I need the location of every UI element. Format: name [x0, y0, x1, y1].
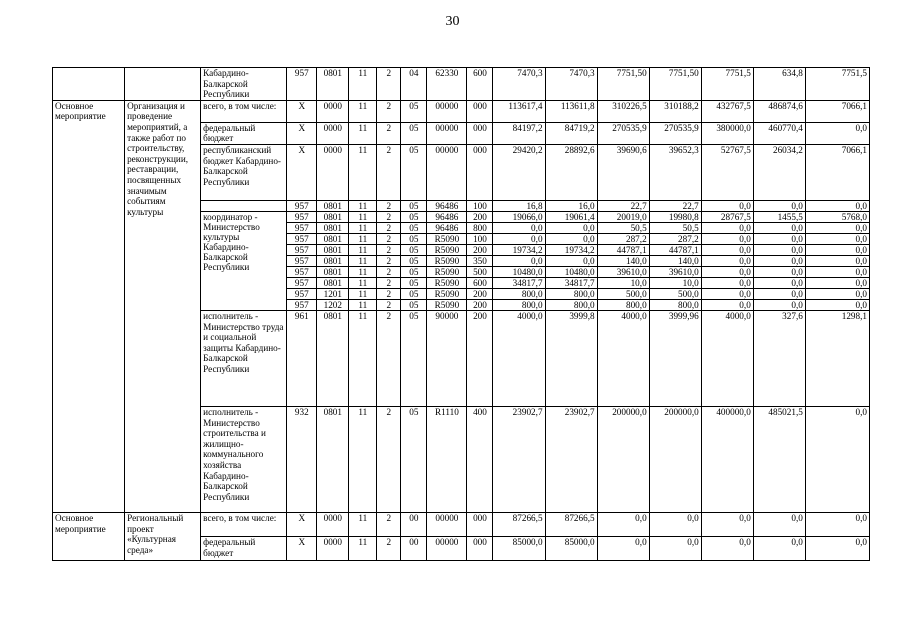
table-cell: 0,0 [597, 512, 649, 536]
table-cell: 0,0 [753, 299, 805, 310]
table-cell: 0,0 [649, 536, 701, 560]
table-cell: 957 [287, 68, 317, 101]
table-cell: 05 [401, 211, 427, 222]
table-row [53, 68, 870, 101]
table-cell: 39610,0 [597, 266, 649, 277]
executor-cell: федеральный бюджет [201, 536, 287, 560]
table-cell: 800,0 [493, 288, 545, 299]
table-cell: 28892,6 [545, 144, 597, 200]
table-cell: 2 [377, 244, 401, 255]
table-cell: 0,0 [701, 255, 753, 266]
table-cell: 39690,6 [597, 144, 649, 200]
table-cell: 0000 [317, 536, 349, 560]
table-cell: 11 [349, 536, 377, 560]
table-cell: 0,0 [753, 200, 805, 211]
table-cell: 0,0 [493, 233, 545, 244]
table-cell: 2 [377, 288, 401, 299]
table-cell: 0801 [317, 200, 349, 211]
table-cell [125, 68, 201, 101]
table-cell: R1110 [427, 406, 467, 512]
table-cell: 7470,3 [545, 68, 597, 101]
executor-cell: федеральный бюджет [201, 122, 287, 144]
table-cell: 000 [467, 512, 493, 536]
table-cell: 2 [377, 266, 401, 277]
table-cell: 0,0 [805, 122, 869, 144]
table-cell: 0,0 [649, 512, 701, 536]
table-cell: 0,0 [753, 244, 805, 255]
table-cell: 0801 [317, 406, 349, 512]
table-cell: 0,0 [753, 512, 805, 536]
table-cell: 7751,5 [805, 68, 869, 101]
table-cell: 2 [377, 68, 401, 101]
table-cell: 05 [401, 122, 427, 144]
table-cell: 800,0 [545, 288, 597, 299]
table-cell: 11 [349, 100, 377, 122]
table-cell: 90000 [427, 310, 467, 406]
table-cell: 0,0 [805, 299, 869, 310]
table-cell: 957 [287, 211, 317, 222]
table-cell: 00 [401, 536, 427, 560]
table-cell: 11 [349, 68, 377, 101]
table-cell: 1298,1 [805, 310, 869, 406]
table-cell: 0,0 [701, 244, 753, 255]
table-cell: 19734,2 [493, 244, 545, 255]
table-cell: 85000,0 [493, 536, 545, 560]
table-row [53, 512, 870, 536]
table-cell: 19061,4 [545, 211, 597, 222]
table-cell: 0,0 [545, 222, 597, 233]
table-cell: 39652,3 [649, 144, 701, 200]
table-cell: 16,8 [493, 200, 545, 211]
table-cell: 19066,0 [493, 211, 545, 222]
table-cell: 3999,8 [545, 310, 597, 406]
table-cell: 62330 [427, 68, 467, 101]
table-cell: R5090 [427, 288, 467, 299]
table-cell: 1202 [317, 299, 349, 310]
table-cell: 22,7 [597, 200, 649, 211]
table-cell: 0801 [317, 244, 349, 255]
table-cell: X [287, 122, 317, 144]
table-cell: 287,2 [597, 233, 649, 244]
table-cell: 96486 [427, 211, 467, 222]
table-cell: 0,0 [805, 233, 869, 244]
table-cell: 05 [401, 299, 427, 310]
table-cell: 957 [287, 200, 317, 211]
table-cell: X [287, 144, 317, 200]
table-cell: 11 [349, 277, 377, 288]
table-cell: 0,0 [753, 536, 805, 560]
table-cell: 0,0 [545, 255, 597, 266]
table-cell: 957 [287, 288, 317, 299]
page-number: 30 [445, 14, 460, 29]
table-cell: 200 [467, 211, 493, 222]
table-cell: 2 [377, 512, 401, 536]
table-cell: 2 [377, 222, 401, 233]
table-cell: 05 [401, 100, 427, 122]
table-cell: 0,0 [597, 536, 649, 560]
table-cell: R5090 [427, 244, 467, 255]
table-cell: 11 [349, 233, 377, 244]
table-cell: 20019,0 [597, 211, 649, 222]
table-cell: 11 [349, 122, 377, 144]
table-cell: 34817,7 [493, 277, 545, 288]
table-cell: 2 [377, 299, 401, 310]
table-cell: 10480,0 [493, 266, 545, 277]
table-cell: 96486 [427, 200, 467, 211]
table-cell: 11 [349, 211, 377, 222]
table-cell: 2 [377, 277, 401, 288]
table-cell: 800 [467, 222, 493, 233]
table-cell: 0,0 [753, 255, 805, 266]
table-cell: 11 [349, 266, 377, 277]
table-cell: 0801 [317, 266, 349, 277]
table-cell: 00 [401, 512, 427, 536]
table-cell: 350 [467, 255, 493, 266]
table-cell: 0,0 [805, 266, 869, 277]
table-cell: 0801 [317, 233, 349, 244]
table-cell: 0,0 [805, 288, 869, 299]
table-cell: 961 [287, 310, 317, 406]
table-cell: 44787,1 [597, 244, 649, 255]
table-cell: 2 [377, 211, 401, 222]
table-cell: 52767,5 [701, 144, 753, 200]
table-cell: 600 [467, 68, 493, 101]
table-cell: 0,0 [701, 200, 753, 211]
table-cell: 0000 [317, 512, 349, 536]
table-cell: 140,0 [597, 255, 649, 266]
table-cell: 957 [287, 244, 317, 255]
table-cell: R5090 [427, 266, 467, 277]
table-cell: 800,0 [649, 299, 701, 310]
table-cell: 000 [467, 536, 493, 560]
table-cell: 16,0 [545, 200, 597, 211]
table-cell: 11 [349, 288, 377, 299]
executor-cell: исполнитель - Министерство труда и социальной защиты Кабардино-Балкарской Республики [201, 310, 287, 406]
table-cell: 380000,0 [701, 122, 753, 144]
table-cell: 44787,1 [649, 244, 701, 255]
table-cell: 957 [287, 277, 317, 288]
table-cell: 0,0 [753, 266, 805, 277]
executor-cell: исполнитель - Министерство строительства и жилищно-коммунального хозяйства Кабардино-Балкарской Республики [201, 406, 287, 512]
table-cell: 05 [401, 244, 427, 255]
table-cell: 11 [349, 244, 377, 255]
table-cell: 11 [349, 299, 377, 310]
table-cell: 800,0 [493, 299, 545, 310]
table-cell: 0,0 [545, 233, 597, 244]
table-cell: 0,0 [805, 222, 869, 233]
table-cell: R5090 [427, 299, 467, 310]
table-cell: 0,0 [753, 222, 805, 233]
table-cell: 957 [287, 233, 317, 244]
table-cell: 0,0 [701, 266, 753, 277]
table-cell: 270535,9 [597, 122, 649, 144]
table-cell: 0,0 [805, 512, 869, 536]
table-cell: 5768,0 [805, 211, 869, 222]
table-cell: 00000 [427, 512, 467, 536]
table-cell: 113611,8 [545, 100, 597, 122]
table-cell: R5090 [427, 233, 467, 244]
table-cell: 1455,5 [753, 211, 805, 222]
table-cell: 10,0 [597, 277, 649, 288]
table-cell: 05 [401, 277, 427, 288]
table-cell: 26034,2 [753, 144, 805, 200]
table-cell: 0,0 [701, 233, 753, 244]
table-cell: 200 [467, 310, 493, 406]
executor-cell: республиканский бюджет Кабардино-Балкарской Республики [201, 144, 287, 200]
table-cell: 4000,0 [493, 310, 545, 406]
table-cell: 2 [377, 255, 401, 266]
event-name: Региональный проект «Культурная среда» [125, 512, 201, 560]
table-cell: 23902,7 [493, 406, 545, 512]
table-row [53, 100, 870, 122]
table-cell: 0801 [317, 211, 349, 222]
table-cell: 2 [377, 406, 401, 512]
table-cell: 500,0 [597, 288, 649, 299]
table-cell: 200000,0 [649, 406, 701, 512]
table-cell: 23902,7 [545, 406, 597, 512]
table-cell: 7470,3 [493, 68, 545, 101]
table-cell: 200 [467, 244, 493, 255]
table-cell: 7066,1 [805, 100, 869, 122]
table-cell: X [287, 536, 317, 560]
table-cell: 200 [467, 299, 493, 310]
table-cell: 11 [349, 255, 377, 266]
table-cell: 87266,5 [493, 512, 545, 536]
table-cell: 432767,5 [701, 100, 753, 122]
table-cell: 0,0 [701, 536, 753, 560]
table-cell: 000 [467, 144, 493, 200]
main-event-label: Основное мероприятие [53, 512, 125, 560]
table-cell: 957 [287, 266, 317, 277]
table-cell: 11 [349, 222, 377, 233]
table-cell: 05 [401, 233, 427, 244]
main-event-label: Основное мероприятие [53, 100, 125, 512]
table-cell: 200000,0 [597, 406, 649, 512]
table-cell: 485021,5 [753, 406, 805, 512]
table-cell: 400000,0 [701, 406, 753, 512]
table-cell: 800,0 [597, 299, 649, 310]
table-cell: 10480,0 [545, 266, 597, 277]
table-cell: 140,0 [649, 255, 701, 266]
table-cell: 1201 [317, 288, 349, 299]
table-cell: 00000 [427, 122, 467, 144]
table-cell: 957 [287, 299, 317, 310]
executor-cell: координатор - Министерство культуры Кабардино-Балкарской Республики [201, 211, 287, 310]
table-cell: 4000,0 [701, 310, 753, 406]
table-cell: 0801 [317, 222, 349, 233]
table-cell: 7751,50 [649, 68, 701, 101]
table-cell: X [287, 512, 317, 536]
table-cell: 85000,0 [545, 536, 597, 560]
table-cell: 634,8 [753, 68, 805, 101]
table-cell: R5090 [427, 255, 467, 266]
table-cell: 100 [467, 233, 493, 244]
table-cell: 00000 [427, 536, 467, 560]
table-cell: 87266,5 [545, 512, 597, 536]
table-cell: 2 [377, 536, 401, 560]
table-cell: 327,6 [753, 310, 805, 406]
table-cell: 2 [377, 200, 401, 211]
table-cell: 0,0 [805, 277, 869, 288]
table-cell: 800,0 [545, 299, 597, 310]
table-cell: 000 [467, 122, 493, 144]
table-cell: 310188,2 [649, 100, 701, 122]
table-cell: 2 [377, 310, 401, 406]
table-cell [201, 200, 287, 211]
table-cell: 400 [467, 406, 493, 512]
table-cell: 0,0 [493, 222, 545, 233]
table-cell: 0801 [317, 68, 349, 101]
table-cell: 3999,96 [649, 310, 701, 406]
event-name: Организация и проведение мероприятий, а также работ по строительству, реконструкции, реставрации, посвященных значимым событиям культуры [125, 100, 201, 512]
table-cell: 0,0 [701, 222, 753, 233]
table-cell: 100 [467, 200, 493, 211]
table-cell: 0,0 [701, 277, 753, 288]
table-cell: 270535,9 [649, 122, 701, 144]
table-cell: 50,5 [597, 222, 649, 233]
table-cell: 05 [401, 222, 427, 233]
executor-cell: всего, в том числе: [201, 512, 287, 536]
table-cell: 486874,6 [753, 100, 805, 122]
table-cell: 0,0 [493, 255, 545, 266]
table-cell: 0,0 [753, 277, 805, 288]
table-cell: 05 [401, 266, 427, 277]
table-cell: 0,0 [805, 244, 869, 255]
table-cell: 0000 [317, 100, 349, 122]
table-cell: 05 [401, 310, 427, 406]
table-cell: 11 [349, 406, 377, 512]
table-cell: 600 [467, 277, 493, 288]
table-cell: 96486 [427, 222, 467, 233]
table-cell: 2 [377, 100, 401, 122]
table-cell: 11 [349, 512, 377, 536]
table-cell: 05 [401, 200, 427, 211]
table-cell: 34817,7 [545, 277, 597, 288]
table-cell: 500 [467, 266, 493, 277]
budget-table [52, 67, 870, 561]
table-cell: 000 [467, 100, 493, 122]
table-cell: 0,0 [701, 512, 753, 536]
table-cell: 0000 [317, 122, 349, 144]
table-cell: 19980,8 [649, 211, 701, 222]
table-cell: 11 [349, 200, 377, 211]
table-cell: 500,0 [649, 288, 701, 299]
table-cell: 84197,2 [493, 122, 545, 144]
table-cell: 0,0 [805, 536, 869, 560]
table-cell: 05 [401, 288, 427, 299]
table-cell: 0,0 [701, 288, 753, 299]
table-cell: 957 [287, 255, 317, 266]
table-cell: 84719,2 [545, 122, 597, 144]
table-cell: 11 [349, 144, 377, 200]
table-cell: 7066,1 [805, 144, 869, 200]
table-cell: 0,0 [805, 200, 869, 211]
table-cell: 11 [349, 310, 377, 406]
table-cell: 04 [401, 68, 427, 101]
table-cell: 957 [287, 222, 317, 233]
table-cell: 932 [287, 406, 317, 512]
table-cell: 05 [401, 255, 427, 266]
table-cell [53, 68, 125, 101]
table-cell: 39610,0 [649, 266, 701, 277]
table-cell: 0000 [317, 144, 349, 200]
table-cell: 50,5 [649, 222, 701, 233]
executor-cell: всего, в том числе: [201, 100, 287, 122]
table-cell: 113617,4 [493, 100, 545, 122]
table-cell: 2 [377, 233, 401, 244]
table-cell: 10,0 [649, 277, 701, 288]
table-cell: 05 [401, 144, 427, 200]
table-cell: 0,0 [805, 406, 869, 512]
table-cell: 00000 [427, 100, 467, 122]
table-cell: R5090 [427, 277, 467, 288]
table-cell: 7751,5 [701, 68, 753, 101]
table-cell: 00000 [427, 144, 467, 200]
table-cell: 28767,5 [701, 211, 753, 222]
table-cell: X [287, 100, 317, 122]
table-cell: 310226,5 [597, 100, 649, 122]
table-cell: 0,0 [753, 288, 805, 299]
table-cell: 7751,50 [597, 68, 649, 101]
table-cell: 0,0 [701, 299, 753, 310]
table-cell: 0801 [317, 277, 349, 288]
table-cell: 460770,4 [753, 122, 805, 144]
table-cell: 19734,2 [545, 244, 597, 255]
table-cell: 22,7 [649, 200, 701, 211]
table-cell: 29420,2 [493, 144, 545, 200]
table-cell: 0,0 [805, 255, 869, 266]
table-cell: 0801 [317, 310, 349, 406]
executor-cell: Кабардино-Балкарской Республики [201, 68, 287, 101]
table-cell: 287,2 [649, 233, 701, 244]
table-cell: 05 [401, 406, 427, 512]
table-cell: 4000,0 [597, 310, 649, 406]
table-cell: 0801 [317, 255, 349, 266]
table-cell: 0,0 [753, 233, 805, 244]
table-cell: 2 [377, 122, 401, 144]
table-cell: 200 [467, 288, 493, 299]
table-cell: 2 [377, 144, 401, 200]
